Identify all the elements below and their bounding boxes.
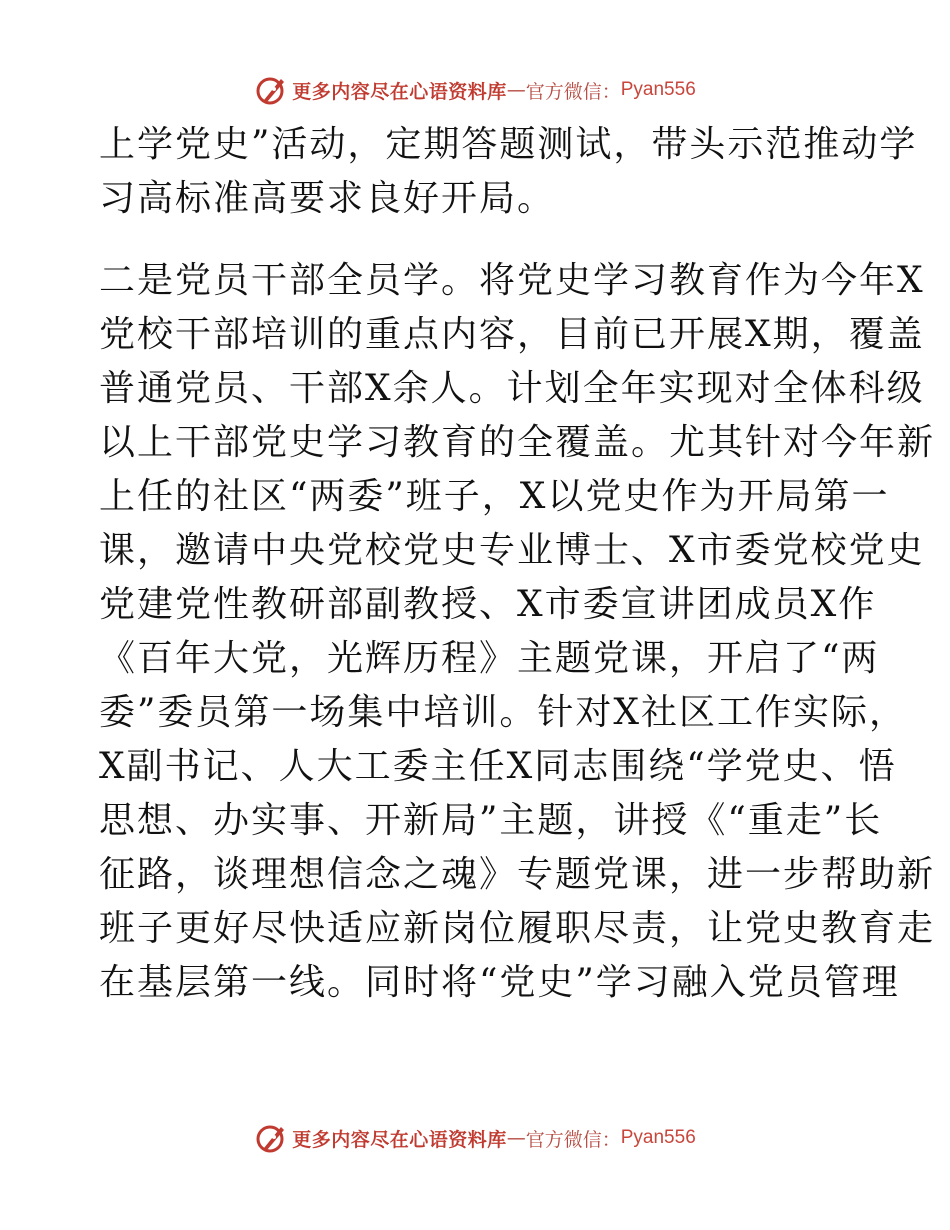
watermark-id: Pyan556 (620, 79, 696, 100)
watermark-label: 官方微信： (525, 1128, 621, 1151)
watermark-text: 更多内容尽在心语资料库 (292, 1128, 507, 1151)
text-line: X副书记、人大工委主任X同志围绕“学党史、悟 (99, 746, 897, 787)
text-line: 党校干部培训的重点内容，目前已开展X期，覆盖 (99, 314, 925, 355)
text-line: 党建党性教研部副教授、X市委宣讲团成员X作 (99, 584, 877, 625)
text-line: 思想、办实事、开新局”主题，讲授《“重走”长 (99, 800, 883, 841)
text-line: 习高标准高要求良好开局。 (99, 178, 556, 219)
text-line: 征路，谈理想信念之魂》专题党课，进一步帮助新 (99, 854, 936, 895)
text-line: 班子更好尽快适应新岗位履职尽责，让党史教育走 (99, 908, 936, 949)
watermark-id: Pyan556 (620, 1127, 696, 1148)
pen-nib-circle-icon (254, 1121, 288, 1155)
header-watermark (0, 70, 950, 110)
text-line: 以上干部党史学习教育的全覆盖。尤其针对今年新 (99, 422, 936, 463)
text-line: 上学党史”活动，定期答题测试，带头示范推动学 (99, 124, 918, 165)
paragraph (99, 254, 936, 1010)
footer-watermark (0, 1118, 950, 1158)
text-line: 上任的社区“两委”班子，X以党史作为开局第一 (99, 476, 890, 517)
text-line: 委”委员第一场集中培训。针对X社区工作实际， (99, 692, 908, 733)
paragraph (99, 118, 918, 226)
watermark-text: 更多内容尽在心语资料库 (292, 80, 507, 103)
watermark-separator: — (506, 1127, 526, 1149)
watermark-separator: — (506, 79, 526, 101)
watermark-label: 官方微信： (525, 80, 621, 103)
document-body (99, 118, 936, 1010)
text-line: 二是党员干部全员学。将党史学习教育作为今年X (99, 260, 925, 301)
pen-nib-circle-icon (254, 73, 288, 107)
text-line: 普通党员、干部X余人。计划全年实现对全体科级 (99, 368, 925, 409)
text-line: 《百年大党，光辉历程》主题党课，开启了“两 (99, 638, 880, 679)
text-line: 课，邀请中央党校党史专业博士、X市委党校党史 (99, 530, 925, 571)
text-line: 在基层第一线。同时将“党史”学习融入党员管理 (99, 962, 900, 1003)
